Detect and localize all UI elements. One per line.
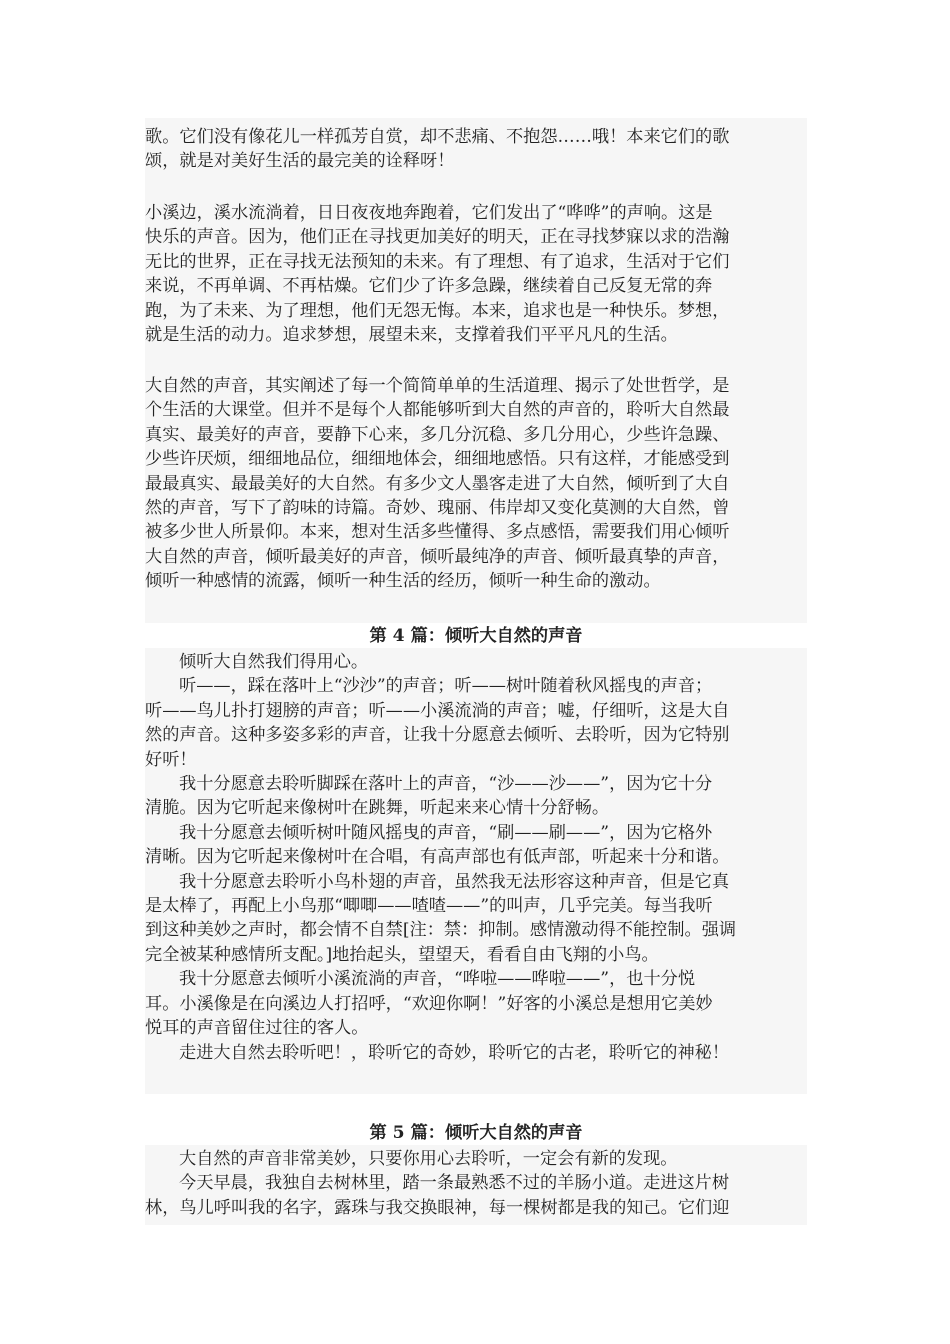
text-line: 真实、最美好的声音，要静下心来，多几分沉稳、多几分用心，少些许急躁、 — [145, 424, 730, 445]
text-line: 我十分愿意去倾听树叶随风摇曳的声音，“刷——刷——”，因为它格外 — [179, 822, 713, 843]
text-line: 最最真实、最最美好的大自然。有多少文人墨客走进了大自然，倾听到了大自 — [145, 473, 730, 494]
text-line: 大自然的声音非常美妙，只要你用心去聆听，一定会有新的发现。 — [179, 1149, 678, 1169]
intro-paragraph-3 — [145, 374, 807, 594]
text-line: 快乐的声音。因为，他们正在寻找更加美好的明天，正在寻找梦寐以求的浩瀚 — [145, 227, 730, 248]
text-line: 倾听一种感情的流露，倾听一种生活的经历，倾听一种生命的激动。 — [145, 571, 661, 592]
article-5-title: 第 5 篇：倾听大自然的声音 — [369, 1123, 583, 1143]
text-line: 我十分愿意去倾听小溪流淌的声音，“哗啦——哗啦——”，也十分悦 — [179, 969, 696, 990]
text-line: 听——鸟儿扑打翅膀的声音；听——小溪流淌的声音；嘘，仔细听，这是大自 — [145, 700, 730, 721]
text-line: 少些许厌烦，细细地品位，细细地体会，细细地感悟。只有这样，才能感受到 — [145, 449, 730, 470]
intro-paragraph-2 — [145, 201, 807, 347]
text-line: 被多少世人所景仰。本来，想对生活多些懂得、多点感悟，需要我们用心倾听 — [145, 522, 730, 543]
text-line: 大自然的声音，其实阐述了每一个简简单单的生活道理、揭示了处世哲学，是 — [145, 376, 730, 396]
article-4-body — [145, 648, 807, 1094]
text-line: 悦耳的声音留住过往的客人。 — [145, 1018, 369, 1039]
text-line: 个生活的大课堂。但并不是每个人都能够听到大自然的声音的，聆听大自然最 — [145, 400, 730, 421]
text-line: 清晰。因为它听起来像树叶在合唱，有高声部也有低声部，听起来十分和谐。 — [145, 847, 730, 868]
text-line: 就是生活的动力。追求梦想，展望未来，支撑着我们平平凡凡的生活。 — [145, 325, 678, 346]
text-line: 无比的世界，正在寻找无法预知的未来。有了理想、有了追求，生活对于它们 — [145, 251, 730, 272]
text-line: 耳。小溪像是在向溪边人打招呼，“欢迎你啊！”好客的小溪总是想用它美妙 — [145, 993, 713, 1014]
text-line: 颂，就是对美好生活的最完美的诠释呀！ — [145, 151, 455, 172]
text-line: 小溪边，溪水流淌着，日日夜夜地奔跑着，它们发出了“哗哗”的声响。这是 — [145, 203, 713, 223]
text-line: 完全被某种感情所支配。]地抬起头，望望天，看看自由飞翔的小鸟。 — [145, 944, 659, 965]
text-line: 走进大自然去聆听吧！，聆听它的奇妙，聆听它的古老，聆听它的神秘！ — [179, 1042, 730, 1063]
text-line: 倾听大自然我们得用心。 — [179, 652, 369, 672]
text-line: 我十分愿意去聆听小鸟朴翅的声音，虽然我无法形容这种声音，但是它真 — [179, 871, 730, 892]
text-line: 听——，踩在落叶上“沙沙”的声音；听——树叶随着秋风摇曳的声音； — [179, 676, 713, 697]
article-4-title: 第 4 篇：倾听大自然的声音 — [369, 626, 583, 646]
text-line: 歌。它们没有像花儿一样孤芳自赏，却不悲痛、不抱怨……哦！本来它们的歌 — [145, 127, 730, 147]
text-line: 林，鸟儿呼叫我的名字，露珠与我交换眼神，每一棵树都是我的知己。它们迎 — [145, 1197, 730, 1218]
intro-section — [145, 118, 807, 623]
text-line: 来说，不再单调、不再枯燥。它们少了许多急躁，继续着自己反复无常的奔 — [145, 276, 713, 297]
text-line: 好听！ — [145, 749, 197, 770]
text-line: 今天早晨，我独自去树林里，踏一条最熟悉不过的羊肠小道。走进这片树 — [179, 1173, 730, 1194]
text-line: 我十分愿意去聆听脚踩在落叶上的声音，“沙——沙——”，因为它十分 — [179, 774, 713, 795]
text-line: 大自然的声音，倾听最美好的声音，倾听最纯净的声音、倾听最真挚的声音， — [145, 546, 730, 567]
text-line: 然的声音，写下了韵味的诗篇。奇妙、瑰丽、伟岸却又变化莫测的大自然，曾 — [145, 498, 730, 519]
text-line: 到这种美妙之声时，都会情不自禁[注：禁：抑制。感情激动得不能控制。强调 — [145, 920, 737, 941]
text-line: 是太棒了，再配上小鸟那“唧唧——喳喳——”的叫声，几乎完美。每当我听 — [145, 896, 713, 917]
intro-paragraph-1 — [145, 125, 807, 174]
text-line: 然的声音。这种多姿多彩的声音，让我十分愿意去倾听、去聆听，因为它特别 — [145, 725, 730, 746]
text-line: 跑，为了未来、为了理想，他们无怨无悔。本来，追求也是一种快乐。梦想， — [145, 300, 730, 321]
text-line: 清脆。因为它听起来像树叶在跳舞，听起来来心情十分舒畅。 — [145, 798, 610, 819]
article-5-body — [145, 1145, 807, 1225]
